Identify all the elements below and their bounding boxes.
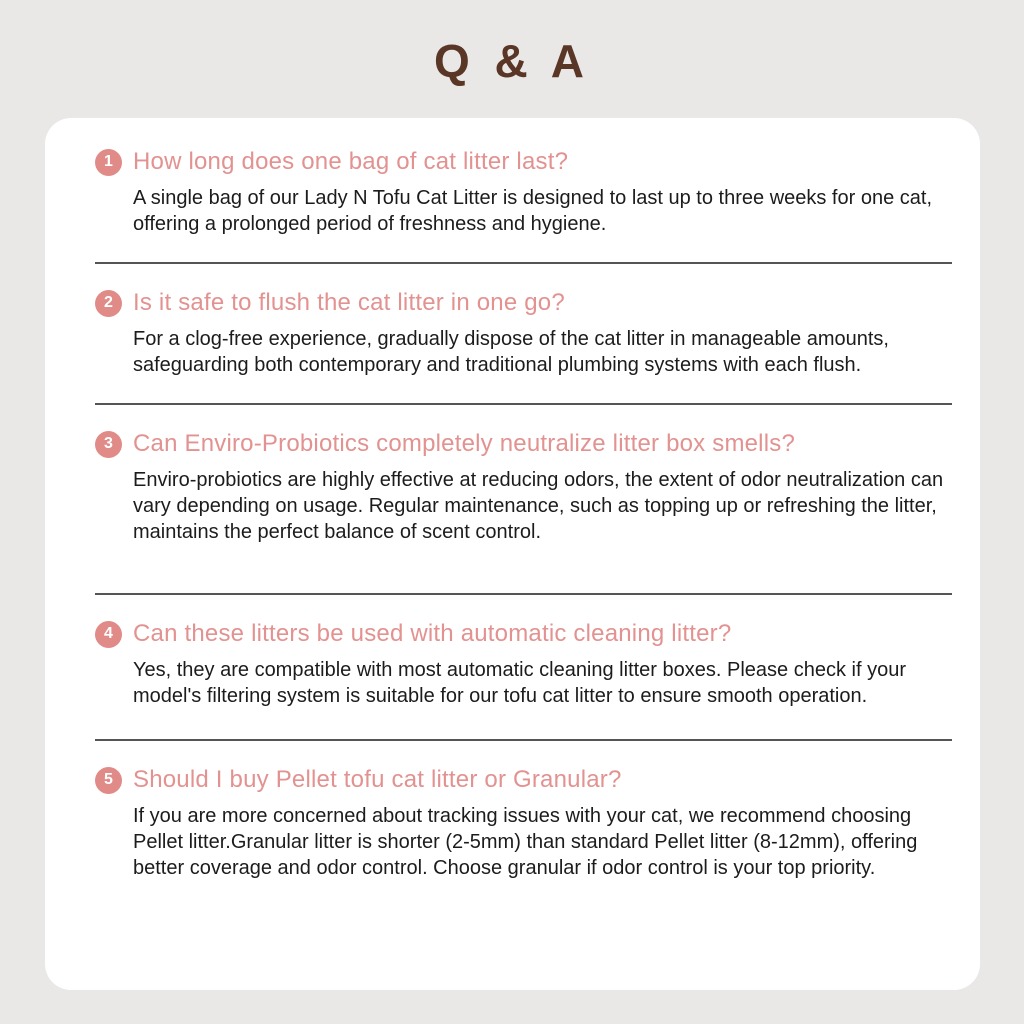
number-badge-icon: 4 — [95, 621, 122, 648]
answer-text: Yes, they are compatible with most automatic cleaning litter boxes. Please check if your model's filtering system is suitable for our tofu cat litter to ensure smooth operation. — [133, 659, 906, 707]
number-badge-icon: 5 — [95, 767, 122, 794]
faq-item-4 — [95, 620, 954, 709]
question-row — [95, 148, 954, 176]
number-badge-icon: 2 — [95, 290, 122, 317]
question-text: Can Enviro-Probiotics completely neutralize litter box smells? — [133, 430, 795, 457]
number-badge-icon: 3 — [95, 431, 122, 458]
faq-item-5 — [95, 766, 954, 881]
question-row — [95, 620, 954, 648]
question-text: Is it safe to flush the cat litter in one go? — [133, 289, 565, 316]
question-text: Should I buy Pellet tofu cat litter or Granular? — [133, 766, 622, 793]
number-badge-icon: 1 — [95, 149, 122, 176]
question-text: Can these litters be used with automatic cleaning litter? — [133, 620, 732, 647]
section-divider — [95, 262, 952, 264]
answer-text: A single bag of our Lady N Tofu Cat Litter is designed to last up to three weeks for one cat, offering a prolonged period of freshness and hygiene. — [133, 187, 932, 235]
answer-text: If you are more concerned about tracking issues with your cat, we recommend choosing Pellet litter.Granular litter is shorter (2-5mm) than standard Pellet litter (8-12mm), offering better coverage and odor control. Choose granular if odor control is your top priority. — [133, 805, 918, 879]
question-row — [95, 766, 954, 794]
faq-item-2 — [95, 289, 954, 378]
faq-item-3 — [95, 430, 954, 545]
question-row — [95, 289, 954, 317]
question-row — [95, 430, 954, 458]
faq-card — [45, 118, 980, 990]
answer-text: For a clog-free experience, gradually dispose of the cat litter in manageable amounts, safeguarding both contemporary and traditional plumbing systems with each flush. — [133, 328, 889, 376]
faq-item-1 — [95, 148, 954, 237]
page-title: Q & A — [433, 35, 591, 87]
section-divider — [95, 739, 952, 741]
section-divider — [95, 593, 952, 595]
section-divider — [95, 403, 952, 405]
answer-text: Enviro-probiotics are highly effective at reducing odors, the extent of odor neutralization can vary depending on usage. Regular maintenance, such as topping up or refreshing the litter, maintains the perfect balance of scent control. — [133, 469, 944, 543]
question-text: How long does one bag of cat litter last? — [133, 148, 569, 175]
